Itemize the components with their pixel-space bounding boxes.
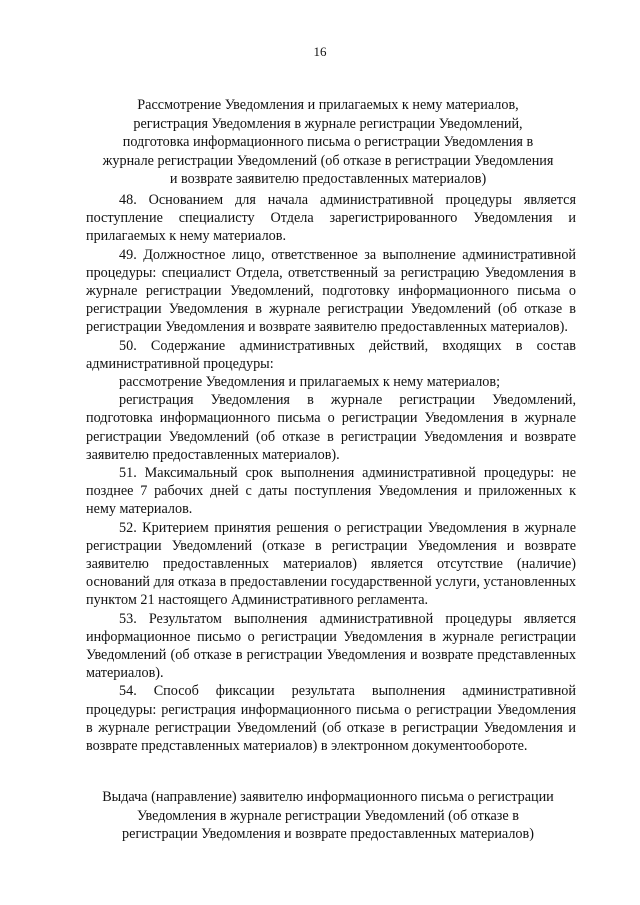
paragraph-51: 51. Максимальный срок выполнения административной процедуры: не позднее 7 рабочих дней с даты поступления Уведомления и приложенных к нему материалов. xyxy=(86,465,576,518)
heading-line: подготовка информационного письма о регистрации Уведомления в xyxy=(122,134,534,150)
paragraph-48: 48. Основанием для начала административной процедуры является поступление специалисту Отдела зарегистрированного Уведомления и прилагаемых к нему материалов. xyxy=(86,192,576,245)
paragraph-50-item-2: регистрация Уведомления в журнале регистрации Уведомлений, подготовка информационного письма о регистрации Уведомления в журнале регистрации Уведомлений (об отказе в регистрации Уведомления и возврате заявителю предоставленных материалов). xyxy=(86,392,576,463)
paragraph-50: 50. Содержание административных действий, входящих в состав административной процедуры: xyxy=(86,337,576,372)
paragraph-53: 53. Результатом выполнения административной процедуры является информационное письмо о регистрации Уведомления в журнале регистрации Уведомлений (об отказе в регистрации Уведомления и возврате представленных материалов). xyxy=(86,610,576,682)
page-number: 16 xyxy=(313,44,327,59)
heading-line: регистрации Уведомления и возврате предоставленных материалов) xyxy=(122,826,534,842)
heading-line: Уведомления в журнале регистрации Уведомлений (об отказе в xyxy=(137,807,519,824)
heading-line: регистрация Уведомления в журнале регистрации Уведомлений, xyxy=(133,115,523,132)
heading-line: Выдача (направление) заявителю информационного письма о регистрации xyxy=(102,789,554,805)
section-heading-issuance xyxy=(70,788,586,844)
document-body xyxy=(86,191,576,755)
paragraph-50-item-1: рассмотрение Уведомления и прилагаемых к нему материалов; xyxy=(119,374,501,391)
heading-line: и возврате заявителю предоставленных материалов) xyxy=(169,171,487,187)
paragraph-52: 52. Критерием принятия решения о регистрации Уведомления в журнале регистрации Уведомлений (отказе в регистрации Уведомления и возврате заявителю предоставленных материалов) является отсутствие (наличие) оснований для отказа в предоставлении государственной услуги, установленных пунктом 21 настоящего Административного регламента. xyxy=(86,519,576,609)
paragraph-49: 49. Должностное лицо, ответственное за выполнение административной процедуры: специалист Отдела, ответственный за регистрацию Уведомления в журнале регистрации Уведомлений, подготовку информационного письма о регистрации Уведомления в журнале регистрации Уведомлений (об отказе в регистрации Уведомления и возврате заявителю предоставленных материалов). xyxy=(86,246,576,336)
paragraph-54: 54. Способ фиксации результата выполнения административной процедуры: регистрация информационного письма о регистрации Уведомления в журнале регистрации Уведомлений (об отказе в регистрации Уведомления и возврате представленных материалов) в электронном документообороте. xyxy=(86,683,576,755)
section-heading-review xyxy=(70,96,586,189)
heading-line: журнале регистрации Уведомлений (об отказе в регистрации Уведомления xyxy=(102,152,554,169)
heading-line: Рассмотрение Уведомления и прилагаемых к нему материалов, xyxy=(137,97,519,113)
